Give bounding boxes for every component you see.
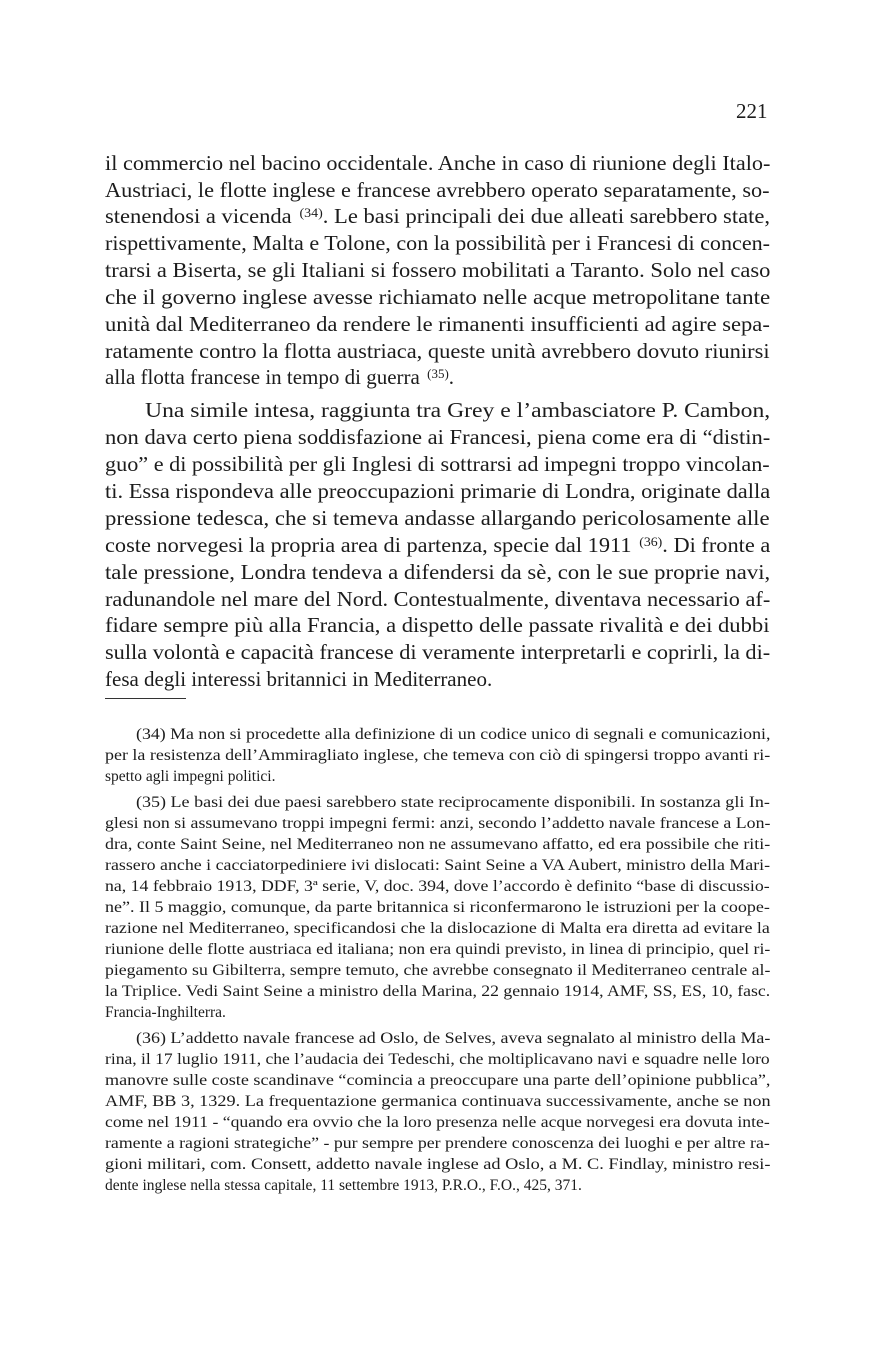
body-line: pressione tedesca, che si temeva andasse allargando pericolosamente alle <box>105 506 770 530</box>
footnote-ref-36: (36) <box>639 534 663 549</box>
footnote-line: AMF, BB 3, 1329. La frequentazione germanica continuava successivamente, anche se non <box>105 1093 771 1110</box>
body-line: tale pressione, Londra tendeva a difendersi da sè, con le sue proprie navi, <box>105 560 771 584</box>
body-line: non dava certo piena soddisfazione ai Francesi, piena come era di “distin- <box>105 425 771 449</box>
footnote-ref-35: (35) <box>427 366 449 381</box>
body-line: guo” e di possibilità per gli Inglesi di sottrarsi ad impegni troppo vincolan- <box>105 452 770 476</box>
body-line: trarsi a Biserta, se gli Italiani si fossero mobilitati a Taranto. Solo nel caso <box>105 258 771 282</box>
footnote-line: piegamento su Gibilterra, sempre temuto, che avrebbe consegnato il Mediterraneo centrale al- <box>105 962 771 979</box>
footnote-line: (36) L’addetto navale francese ad Oslo, de Selves, aveva segnalato al ministro della Ma- <box>136 1030 771 1047</box>
body-line: unità dal Mediterraneo da rendere le rimanenti insufficienti ad agire sepa- <box>105 312 770 336</box>
body-line: fidare sempre più alla Francia, a dispetto delle passate rivalità e dei dubbi <box>105 613 770 637</box>
body-line: Una simile intesa, raggiunta tra Grey e l’ambasciatore P. Cambon, <box>145 398 771 422</box>
footnote-line: la Triplice. Vedi Saint Seine a ministro della Marina, 22 gennaio 1914, AMF, SS, ES, 10, fasc. <box>105 983 771 1000</box>
footnote-line: gioni militari, com. Consett, addetto navale inglese ad Oslo, a M. C. Findlay, ministro resi- <box>105 1156 771 1173</box>
footnote-line: rina, il 17 luglio 1911, che l’audacia dei Tedeschi, che moltiplicavano navi e squadre nelle loro <box>105 1051 770 1068</box>
footnote-line: per la resistenza dell’Ammiragliato inglese, che temeva con ciò di spingersi troppo avanti ri- <box>105 747 771 764</box>
body-line: alla flotta francese in tempo di guerra $^{(35)}$. <box>105 365 455 389</box>
page-number: 221 <box>736 99 768 123</box>
footnote-line: come nel 1911 - “quando era ovvio che la loro presenza nelle acque norvegesi era dovuta inte- <box>105 1114 770 1131</box>
footnote-line: razione nel Mediterraneo, specificandosi che la dislocazione di Malta era diretta ad evitare la <box>105 920 770 937</box>
body-line: ratamente contro la flotta austriaca, queste unità avrebbero dovuto riunirsi <box>105 339 770 363</box>
footnote-line: (35) Le basi dei due paesi sarebbero state reciprocamente disponibili. In sostanza gli In- <box>136 794 770 811</box>
body-line: fesa degli interessi britannici in Mediterraneo. <box>105 667 493 691</box>
footnote-line: riunione delle flotte austriaca ed italiana; non era quindi previsto, in linea di principio, quel ri- <box>105 941 771 958</box>
footnote-line: Francia-Inghilterra. <box>105 1004 226 1021</box>
footnote-line: spetto agli impegni politici. <box>105 768 276 785</box>
footnote-line: ne”. Il 5 maggio, comunque, da parte britannica si riconfermarono le istruzioni per la coope- <box>105 899 770 916</box>
body-line: il commercio nel bacino occidentale. Anche in caso di riunione degli Italo- <box>105 151 771 175</box>
footnote-line: dente inglese nella stessa capitale, 11 settembre 1913, P.R.O., F.O., 425, 371. <box>105 1177 582 1194</box>
body-line: sulla volontà e capacità francese di veramente interpretarli e coprirli, la di- <box>105 640 771 664</box>
body-line: ti. Essa rispondeva alle preoccupazioni primarie di Londra, originate dalla <box>105 479 771 503</box>
footnote-line: manovre sulle coste scandinave “comincia a preoccupare una parte dell’opinione pubblica”, <box>105 1072 771 1089</box>
footnote-line: na, 14 febbraio 1913, DDF, 3ª serie, V, doc. 394, dove l’accordo è definito “base di discussio- <box>105 878 770 895</box>
body-line: rispettivamente, Malta e Tolone, con la possibilità per i Francesi di concen- <box>105 231 771 255</box>
body-line: che il governo inglese avesse richiamato nelle acque metropolitane tante <box>105 285 771 309</box>
footnote-line: ramente a ragioni strategiche” - pur sempre per prendere conoscenza dei luoghi e per altre ra- <box>105 1135 770 1152</box>
footnote-line: rassero anche i cacciatorpediniere ivi dislocati: Saint Seine a VA Aubert, ministro della Mari- <box>105 857 771 874</box>
body-line: radunandole nel mare del Nord. Contestualmente, diventava necessario af- <box>105 587 771 611</box>
footnote-separator <box>105 698 186 699</box>
footnote-line: dra, conte Saint Seine, nel Mediterraneo non ne assumevano affatto, ed era possibile che riti- <box>105 836 771 853</box>
footnote-line: (34) Ma non si procedette alla definizione di un codice unico di segnali e comunicazioni, <box>136 726 771 743</box>
body-line: stenendosi a vicenda $^{(34)}$. Le basi principali dei due alleati sarebbero state, <box>105 204 771 228</box>
footnote-ref-34: (34) <box>299 205 323 220</box>
body-line: coste norvegesi la propria area di partenza, specie dal 1911 $^{(36)}$. Di fronte a <box>105 533 771 557</box>
footnote-line: glesi non si assumevano troppi impegni fermi: anzi, secondo l’addetto navale francese a Lon- <box>105 815 771 832</box>
body-line: Austriaci, le flotte inglese e francese avrebbero operato separatamente, so- <box>105 178 770 202</box>
